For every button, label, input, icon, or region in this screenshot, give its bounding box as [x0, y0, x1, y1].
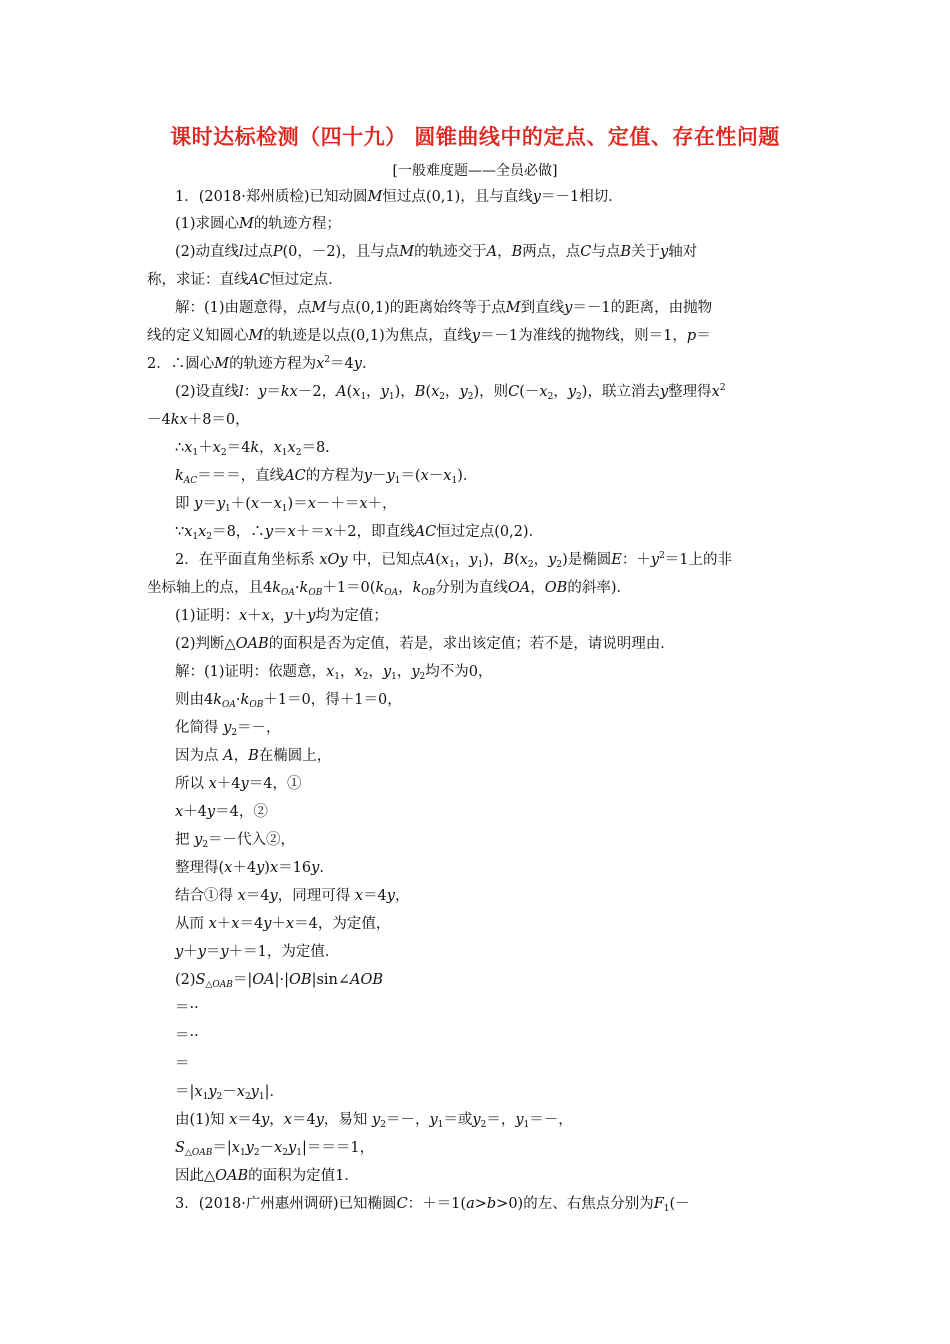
problem-2-sol-19: 因此△OAB的面积为定值1． — [175, 1168, 359, 1184]
problem-3-stem: 3．(2018·广州惠州调研)已知椭圆C：＋＝1(a>b>0)的左、右焦点分别为$F_1(-$ — [175, 1196, 690, 1214]
problem-2-sol-8: 整理得(x＋4y)x＝16y. — [175, 860, 324, 876]
problem-1-sol-8: 即 $y=y_1+(x-x_1)=x-+=x+$， — [175, 496, 397, 514]
problem-1-sol-6: $\therefore x_1+x_2=4k$，$x_1x_2=8$. — [175, 440, 330, 458]
problem-2-sol-12: $(2)S_{\triangle OAB}=|OA|\cdot|OB|\sin\angle AOB$ — [175, 972, 384, 990]
problem-1-q2-cont: 称，求证：直线AC恒过定点． — [147, 272, 343, 288]
problem-1-sol-9: $\because x_1x_2=8$，∴y＝x＋＝x＋2，即直线AC恒过定点(0,2)． — [175, 524, 544, 542]
problem-1-stem: 1．(2018·郑州质检)已知动圆M恒过点(0,1)，且与直线y＝－1相切． — [175, 189, 623, 205]
problem-1-q1: (1)求圆心M的轨迹方程； — [175, 216, 341, 232]
problem-2-sol-4: 因为点 A，B在椭圆上， — [175, 748, 332, 764]
problem-2-stem: 2．在平面直角坐标系 xOy 中，已知点$A(x_1$，$y_1$)，$B(x_2$，$y_2$)是椭圆E：$+y^2=1$上的非 — [175, 551, 733, 570]
problem-1-sol-7: $k_{AC}===$，直线AC的方程为$y-y_1=(x-x_1)$． — [175, 468, 478, 486]
problem-2-sol-6: x＋4y＝4，② — [175, 804, 268, 820]
problem-2-q2: (2)判断△OAB的面积是否为定值，若是，求出该定值；若不是，请说明理由． — [175, 636, 675, 652]
problem-2-sol-10: 从而 x＋x＝4y＋x＝4，为定值， — [175, 916, 391, 932]
problem-2-sol-14: ＝·· — [175, 1028, 199, 1044]
problem-2-sol-7: 把 $y_2=-$代入②， — [175, 832, 296, 850]
problem-2-sol-15: ＝ — [175, 1056, 190, 1072]
problem-2-sol-16: $=|x_1y_2-x_2y_1|$． — [175, 1084, 284, 1102]
page-title: 课时达标检测（四十九） 圆锥曲线中的定点、定值、存在性问题 — [170, 124, 780, 149]
problem-1-sol-1: 解：(1)由题意得，点M与点(0,1)的距离始终等于点M到直线y＝－1的距离，由抛物 — [175, 300, 713, 316]
problem-2-stem-cont: 坐标轴上的点，且$4k_{OA}\cdot k_{OB}+1=0(k_{OA}$，$k_{OB}$分别为直线OA，OB的斜率)． — [147, 580, 631, 598]
problem-2-q1: (1)证明：x＋x，y＋y均为定值； — [175, 608, 388, 624]
problem-2-sol-9: 结合①得 x＝4y，同理可得 x＝4y， — [175, 888, 410, 904]
problem-1-sol-4: (2)设直线l：y＝kx－2，$A(x_1$，$y_1$)，$B(x_2$，$y_2$)，则$C(-x_2$，$y_2$)，联立消去y整理得$x^2$ — [175, 383, 726, 402]
problem-1-sol-3: 2．∴圆心M的轨迹方程为$x^2=4y$. — [147, 355, 367, 372]
problem-2-sol-17: 由(1)知 x＝4y，x＝4y，易知 $y_2=-$，$y_1=$或$y_2=$，$y_1=-$， — [175, 1112, 573, 1130]
problem-2-sol-18: $S_{\triangle OAB}=|x_1y_2-x_2y_1|===1$， — [175, 1140, 375, 1158]
problem-2-sol-5: 所以 x＋4y＝4，① — [175, 776, 302, 792]
problem-1-q2: (2)动直线l过点P(0，－2)，且与点M的轨迹交于A，B两点，点C与点B关于y轴对 — [175, 244, 698, 260]
problem-2-sol-2: 则由$4k_{OA}\cdot k_{OB}+1=0$，得＋1＝0， — [175, 692, 402, 710]
problem-2-sol-11: y＋y＝y＋＝1，为定值． — [175, 944, 340, 960]
problem-1-sol-2: 线的定义知圆心M的轨迹是以点(0,1)为焦点，直线y＝－1为准线的抛物线，则＝1，p＝ — [147, 328, 711, 344]
problem-2-sol-13: ＝·· — [175, 1000, 199, 1016]
section-subtitle: [一般难度题——全员必做] — [392, 163, 558, 179]
problem-2-sol-1: 解：(1)证明：依题意，$x_1$，$x_2$，$y_1$，$y_2$均不为0， — [175, 664, 493, 682]
problem-1-sol-5: －4kx＋8＝0， — [147, 412, 250, 428]
problem-2-sol-3: 化简得 $y_2=-$， — [175, 720, 281, 738]
